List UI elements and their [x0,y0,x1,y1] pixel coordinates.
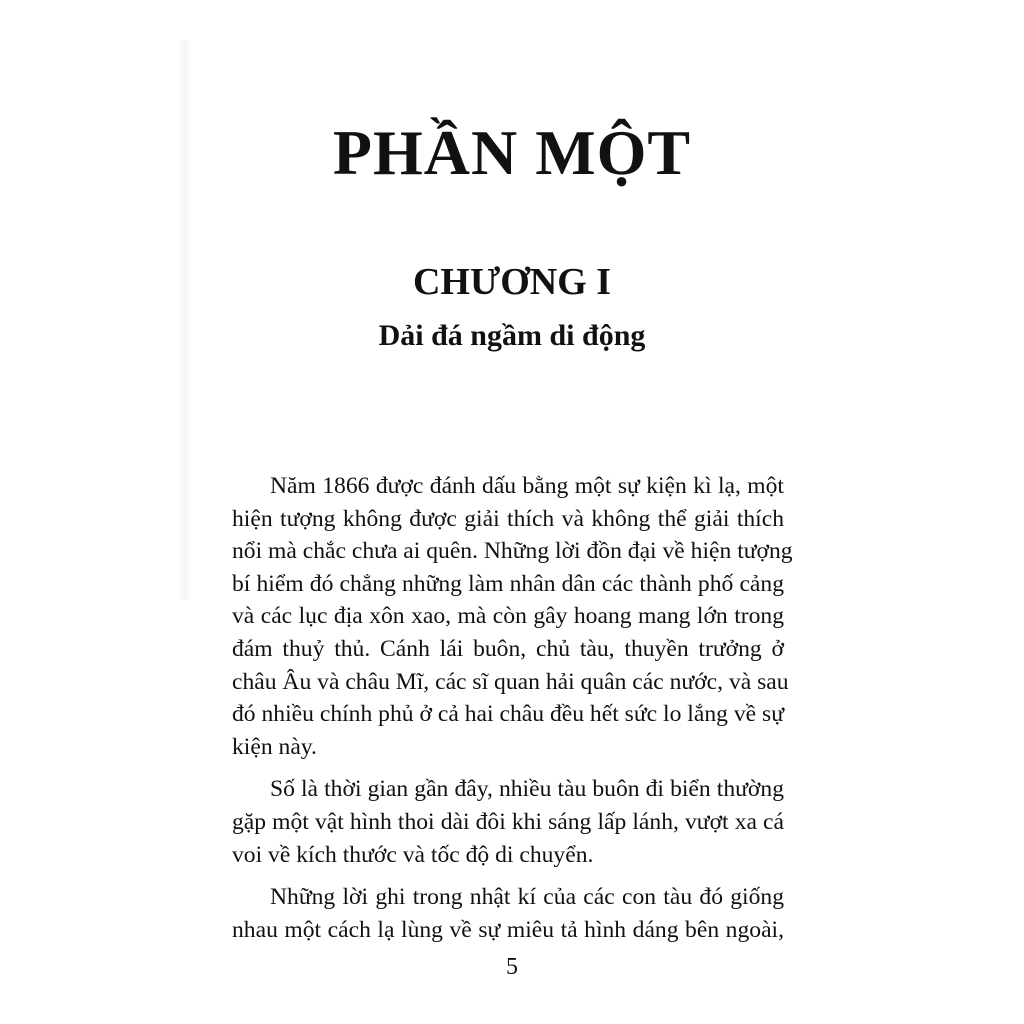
page-number: 5 [506,954,518,980]
text-line: Những lời ghi trong nhật kí của các con tàu đó giống [270,884,784,911]
paragraph [232,773,784,871]
text-line: châu Âu và châu Mĩ, các sĩ quan hải quân các nước, và sau [232,668,789,695]
text-line: gặp một vật hình thoi dài đôi khi sáng lấp lánh, vượt xa cá [232,808,784,835]
chapter-subtitle: Dải đá ngầm di động [378,319,646,352]
paragraph [232,470,793,763]
text-line: bí hiểm đó chẳng những làm nhân dân các thành phố cảng [232,570,784,597]
paragraph [232,881,784,946]
text-line: đó nhiều chính phủ ở cả hai châu đều hết sức lo lắng về sự [232,701,784,728]
text-line: kiện này. [232,733,317,760]
text-line: nổi mà chắc chưa ai quên. Những lời đồn đại về hiện tượng [232,538,793,565]
part-title: PHẦN MỘT [332,117,692,188]
body-text [232,470,793,956]
text-line: Năm 1866 được đánh dấu bằng một sự kiện kì lạ, một [270,473,784,499]
text-line: hiện tượng không được giải thích và không thể giải thích [232,505,784,532]
text-line: đám thuỷ thủ. Cánh lái buôn, chủ tàu, thuyền trưởng ở [232,635,784,662]
text-line: và các lục địa xôn xao, mà còn gây hoang mang lớn trong [232,603,784,630]
text-line: voi về kích thước và tốc độ di chuyển. [232,841,594,868]
text-line: Số là thời gian gần đây, nhiều tàu buôn đi biển thường [270,776,784,803]
chapter-title: CHƯƠNG I [412,261,612,303]
text-line: nhau một cách lạ lùng về sự miêu tả hình dáng bên ngoài, [232,916,784,943]
